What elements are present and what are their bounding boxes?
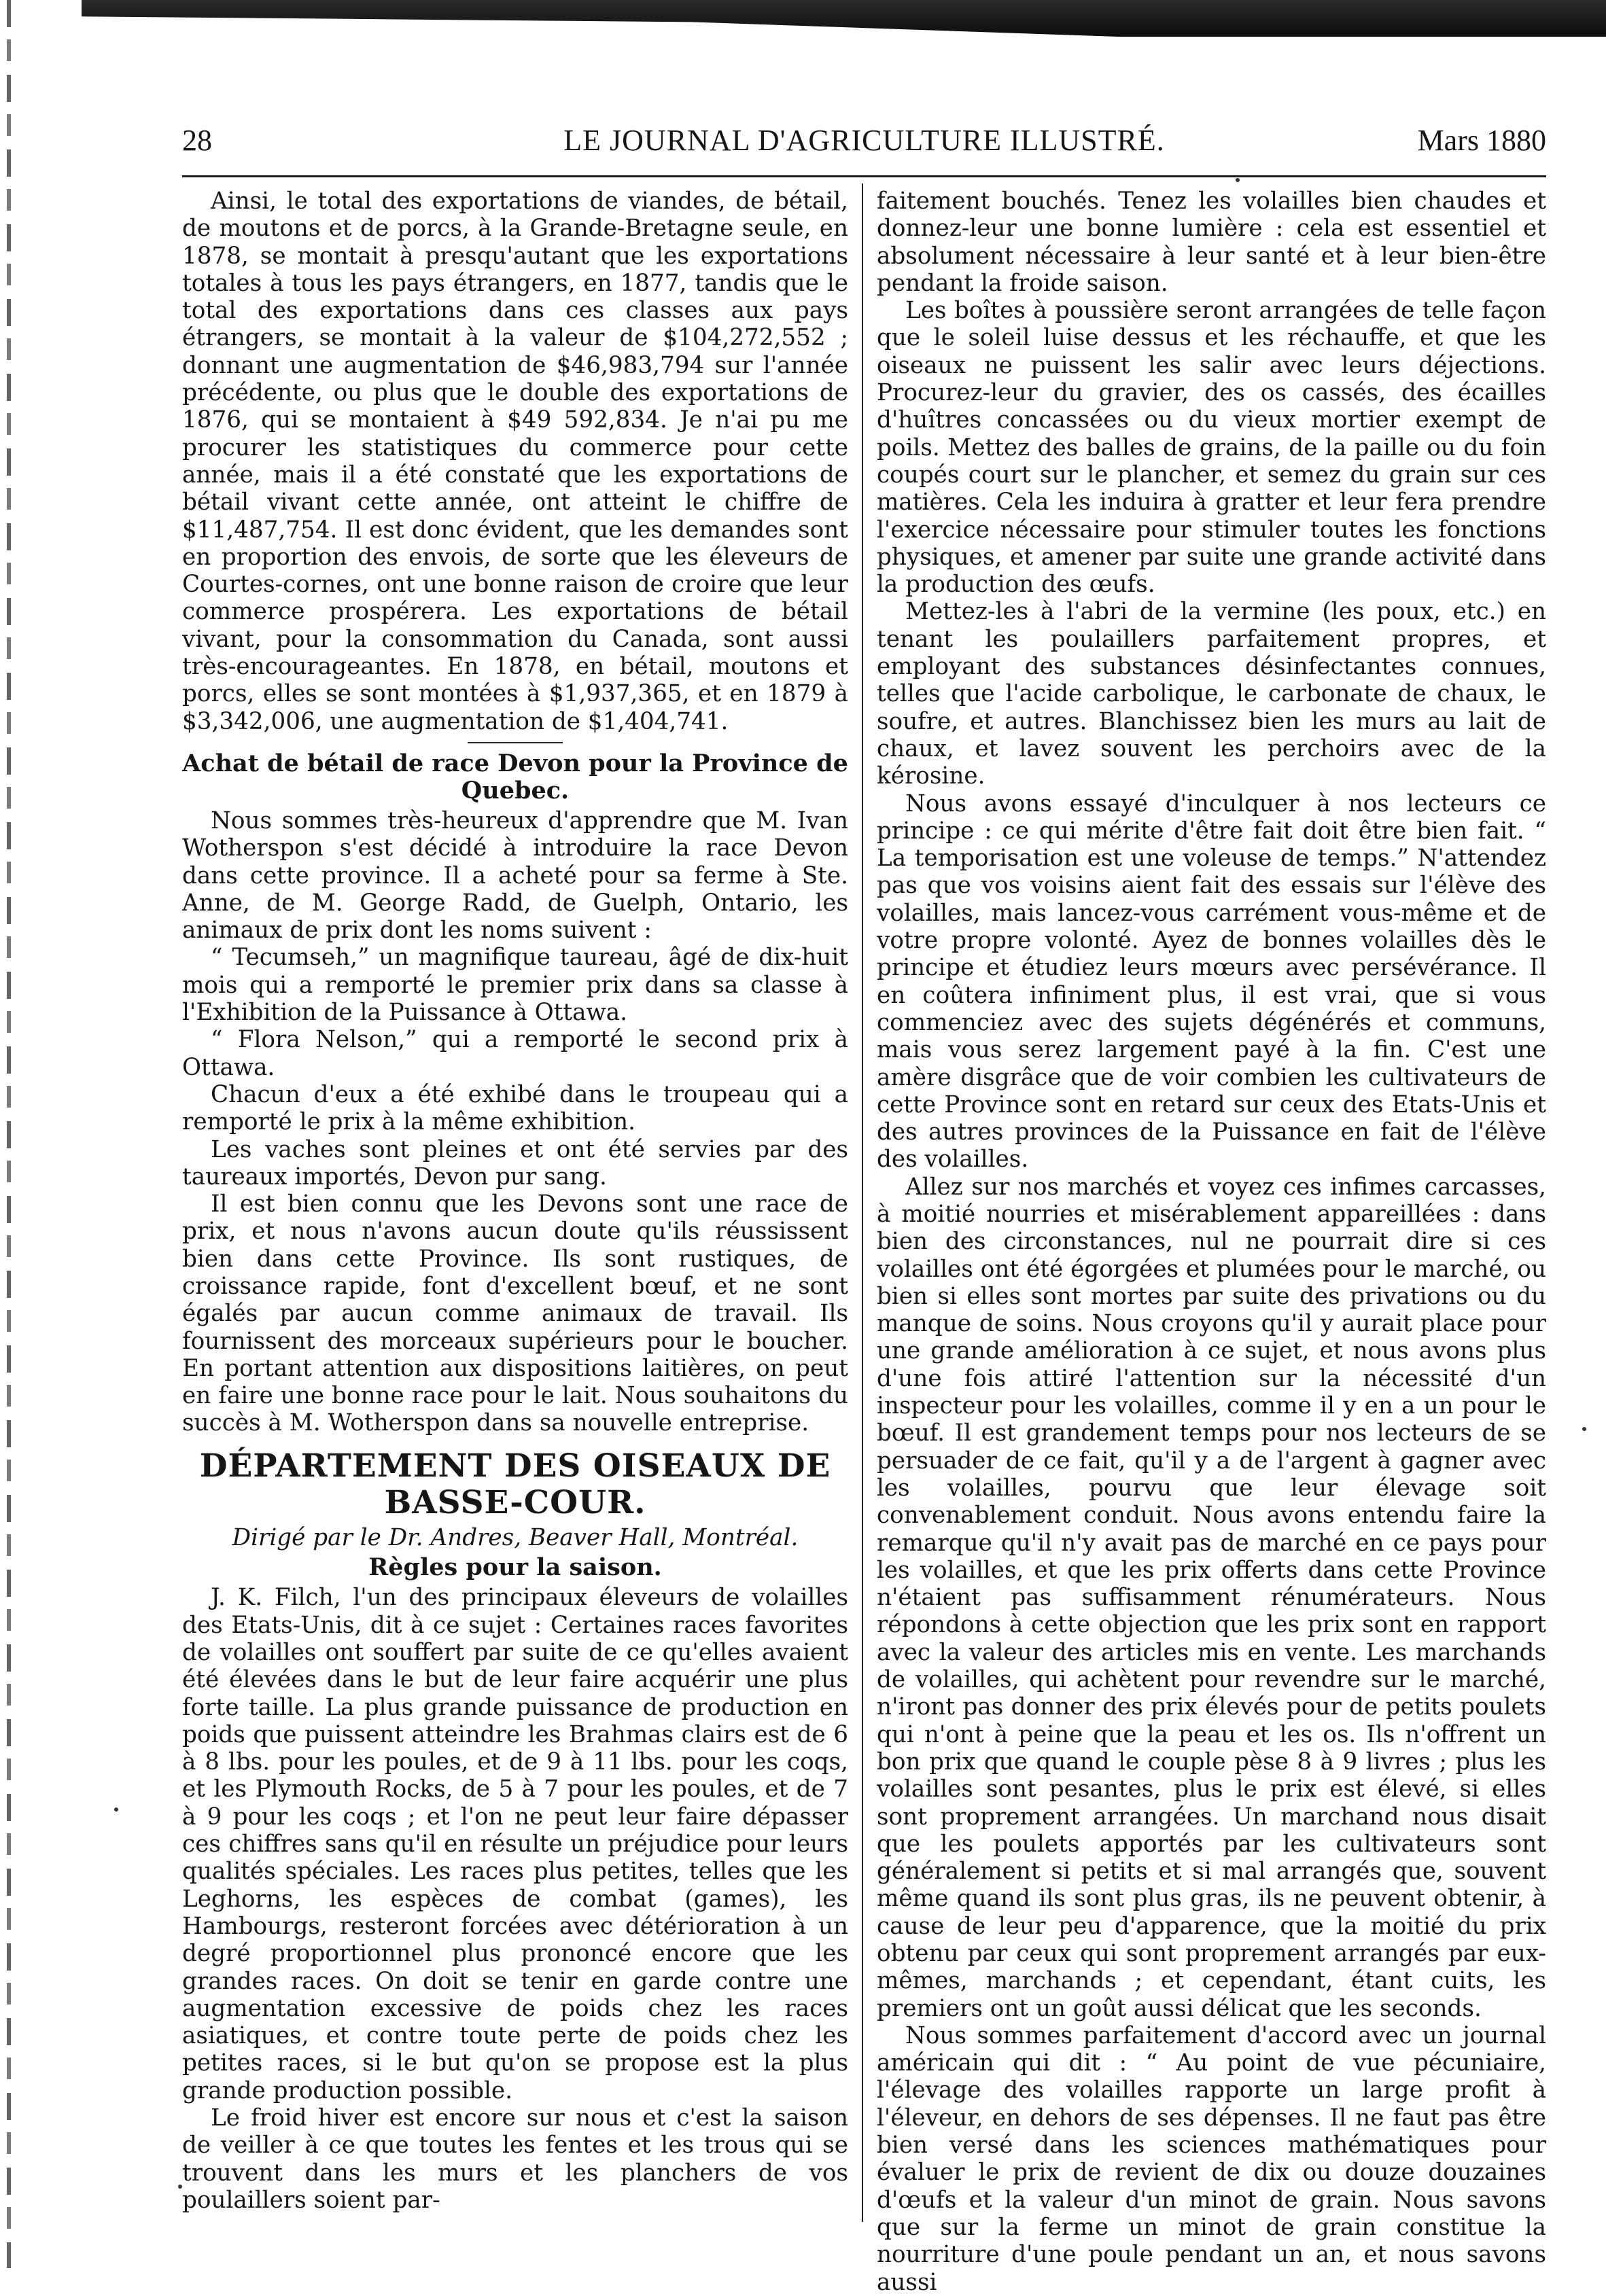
poultry-department-byline: Dirigé par le Dr. Andres, Beaver Hall, Montréal. (232, 1523, 799, 1551)
exports-paragraph: Ainsi, le total des exportations de viandes, de bétail, de moutons et de porcs, à la Grande-Bretagne seule, en 1878, se montait à presqu'autant que les exportations totales à tous les pays étrangers, en 1877, tandis que le total des exportations dans ces classes aux pays étrangers, se montait à la valeur de $104,272,552 ; donnant une augmentation de $46,983,794 sur l'année précédente, ou plus que le double des exportations de 1876, qui se montaient à $49 592,834. Je n'ai pu me procurer les statistiques du commerce pour cette année, mais il a été constaté que les exportations de bétail vivant cette année, ont atteint le chiffre de $11,487,754. Il est donc évident, que les demandes sont en proportion des envois, de sorte que les éleveurs de Courtes-cornes, ont une bonne raison de croire que leur commerce prospérera. Les exportations de bétail vivant, pour la consommation du Canada, sont aussi très-encourageantes. En 1878, en bétail, moutons et porcs, elles se sont montées à $1,937,365, et en 1879 à $3,342,006, une augmentation de $1,404,741. (182, 188, 848, 735)
devon-paragraph-6: Il est bien connu que les Devons sont une race de prix, et nous n'avons aucun doute qu'ils réussissent bien dans cette Province. Ils sont rustiques, de croissance rapide, font d'excellent bœuf, et ne sont égalés par aucun comme animaux de travail. Ils fournissent des morceaux supérieurs pour le boucher. En portant attention aux dispositions laitières, on peut en faire une bonne race pour le lait. Nous souhaitons du succès à M. Wotherspon dans sa nouvelle entreprise. (182, 1190, 848, 1437)
poultry-paragraph-2: Le froid hiver est encore sur nous et c'est la saison de veiller à ce que toutes les fentes et les trous qui se trouvent dans les murs et les planchers de vos poulaillers soient par- (182, 2104, 848, 2214)
left-column (182, 188, 848, 2219)
column-rule (862, 183, 863, 2222)
poultry-paragraph-8: Nous sommes parfaitement d'accord avec un journal américain qui dit : “ Au point de vue pécuniaire, l'élevage des volailles rapporte un large profit à l'éleveur, en dehors de ses dépenses. Il ne faut pas être bien versé dans les sciences mathématiques pour évaluer le prix de revient de dix ou douze douzaines d'œufs et la valeur d'un minot de grain. Nous savons que sur la ferme un minot de grain constitue la nourriture d'une poule pendant un an, et nous savons aussi (877, 2021, 1546, 2296)
devon-paragraph-4: Chacun d'eux a été exhibé dans le troupeau qui a remporté le prix à la même exhibition. (182, 1080, 848, 1136)
header-rule (182, 175, 1546, 177)
header-dot (1236, 178, 1240, 182)
margin-mark (1582, 1427, 1586, 1431)
margin-mark (114, 1807, 118, 1812)
poultry-paragraph-7: Allez sur nos marchés et voyez ces infimes carcasses, à moitié nourries et misérablement appareillées : dans bien des circonstances, nul ne pourrait dire si ces volailles ont été égorgées et plumées pour le marché, ou bien si elles sont mortes par suite des privations ou du manque de soins. Nous croyons qu'il y aurait place pour une grande amélioration à ce sujet, et nous avons plus d'une fois attiré l'attention sur la nécessité d'un inspecteur pour les volailles, comme il y en a un pour le bœuf. Il est grandement temps pour nos lecteurs de se persuader de ce fait, qu'il y a de l'argent à gagner avec les volailles, pourvu que leur élevage soit convenablement conduit. Nous avons entendu faire la remarque qu'il n'y avait pas de marché en ce pays pour les volailles, et que les prix offerts dans cette Province n'étaient pas suffisamment rénumérateurs. Nous répondons à cette objection que les prix sont en rapport avec la valeur des articles mis en vente. Les marchands de volailles, qui achètent pour revendre sur le marché, n'iront pas donner des prix élevés pour de petits poulets qui n'ont à peine que la peau et les os. Ils n'offrent un bon prix que quand le couple pèse 8 à 9 livres ; plus les volailles sont pesantes, plus le prix est élevé, si elles sont proprement arrangées. Un marchand nous disait que les poulets apportés par les cultivateurs sont généralement si petits et si mal arrangés que, souvent même quand ils sont plus gras, ils ne peuvent obtenir, à cause de leur peu d'apparence, que la moitié du prix obtenu par ceux qui sont proprement arrangés par eux-mêmes, marchands ; et cependant, étant cuits, les premiers ont un goût aussi délicat que les seconds. (877, 1173, 1546, 2022)
devon-section-title: Achat de bétail de race Devon pour la Province de Quebec. (182, 749, 848, 805)
margin-mark (178, 2185, 182, 2189)
devon-paragraph-1: Nous sommes très-heureux d'apprendre que M. Ivan Wotherspon s'est décidé à introduire la race Devon dans cette province. Il a acheté pour sa ferme à Ste. Anne, de M. George Radd, de Guelph, Ontario, les animaux de prix dont les noms suivent : (182, 807, 848, 944)
page-number: 28 (182, 124, 212, 157)
poultry-paragraph-1: J. K. Filch, l'un des principaux éleveurs de volailles des Etats-Unis, dit à ce sujet : Certaines races favorites de volailles ont souffert par suite de ce qu'elles avaient été élevées dans le but de leur faire acquérir une plus forte taille. La plus grande puissance de production en poids que puissent atteindre les Brahmas clairs est de 6 à 8 lbs. pour les poules, et de 9 à 11 lbs. pour les coqs, et les Plymouth Rocks, de 5 à 7 pour les poules, et de 7 à 9 pour les coqs ; et l'on ne peut leur faire dépasser ces chiffres sans qu'il en résulte un préjudice pour leurs qualités spéciales. Les races plus petites, telles que les Leghorns, les espèces de combat (games), les Hambourgs, resteront forcées avec détérioration à un degré proportionnel plus prononcé encore que les grandes races. On doit se tenir en garde contre une augmentation excessive de poids chez les races asiatiques, et contre toute perte de poids chez les petites races, si le but qu'on se propose est la plus grande production possible. (182, 1584, 848, 2104)
poultry-paragraph-4: Les boîtes à poussière seront arrangées de telle façon que le soleil luise dessus et les réchauffe, et que les oiseaux ne puissent les salir avec leurs déjections. Procurez-leur du gravier, des os cassés, des écailles d'huîtres concassées ou du vieux mortier exempt de poils. Mettez des balles de grains, de la paille ou du foin coupés court sur le plancher, et semez du grain sur ces matières. Cela les induira à gratter et leur fera prendre l'exercice nécessaire pour stimuler toutes les fonctions physiques, et amener par suite une grande activité dans la production des œufs. (877, 297, 1546, 599)
scan-top-edge (82, 0, 1606, 37)
issue-date: Mars 1880 (1417, 124, 1546, 157)
poultry-paragraph-6: Nous avons essayé d'inculquer à nos lecteurs ce principe : ce qui mérite d'être fait doit être bien fait. “ La temporisation est une voleuse de temps.” N'attendez pas que vos voisins aient fait des essais sur l'élève des volailles, mais lancez-vous carrément vous-même et de votre propre volonté. Ayez de bonnes volailles dès le principe et étudiez leurs mœurs avec persévérance. Il en coûtera infiniment plus, il est vrai, que si vous commenciez avec des sujets dégénérés et communs, mais vous serez largement payé à la fin. C'est une amère disgrâce que de voir combien les cultivateurs de cette Province sont en retard sur ceux des Etats-Unis et des autres provinces de la Puissance en fait de l'élève des volailles. (877, 790, 1546, 1173)
devon-paragraph-2: “ Tecumseh,” un magnifique taureau, âgé de dix-huit mois qui a remporté le premier prix dans sa classe à l'Exhibition de la Puissance à Ottawa. (182, 944, 848, 1027)
devon-paragraph-5: Les vaches sont pleines et ont été servies par des taureaux importés, Devon pur sang. (182, 1135, 848, 1190)
poultry-paragraph-3: faitement bouchés. Tenez les volailles bien chaudes et donnez-leur une bonne lumière : cela est essentiel et absolument nécessaire à leur santé et à leur bien-être pendant la froide saison. (877, 188, 1546, 297)
devon-paragraph-3: “ Flora Nelson,” qui a remporté le second prix à Ottawa. (182, 1026, 848, 1081)
poultry-department-title: DÉPARTEMENT DES OISEAUX DE BASSE-COUR. (199, 1447, 831, 1521)
poultry-rules-subtitle: Règles pour la saison. (368, 1553, 662, 1582)
journal-title: LE JOURNAL D'AGRICULTURE ILLUSTRÉ. (563, 124, 1165, 157)
scan-binding-edge (7, 0, 11, 2268)
page-header (182, 117, 1546, 164)
right-column (877, 188, 1546, 2296)
section-divider (468, 742, 563, 743)
poultry-paragraph-5: Mettez-les à l'abri de la vermine (les poux, etc.) en tenant les poulaillers parfaitement propres, et employant des substances désinfectantes connues, telles que l'acide carbolique, le carbonate de chaux, le soufre, et autres. Blanchissez bien les murs au lait de chaux, et lavez souvent les perchoirs avec de la kérosine. (877, 598, 1546, 790)
